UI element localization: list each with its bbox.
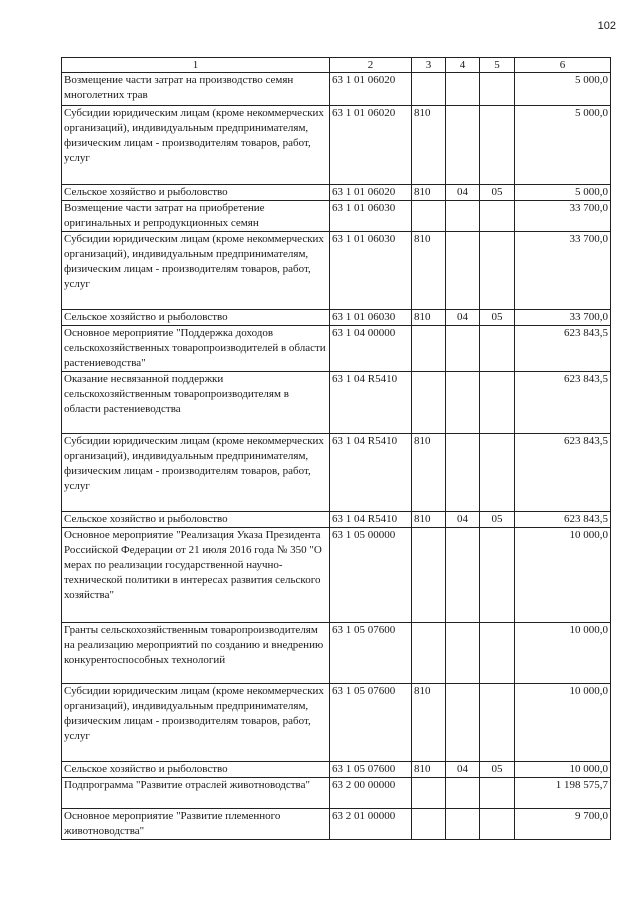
table-row [62, 512, 611, 528]
row-section [446, 434, 480, 512]
table-row [62, 201, 611, 232]
row-code: 63 1 05 07600 [330, 623, 412, 684]
row-amount: 5 000,0 [515, 106, 611, 185]
row-section [446, 778, 480, 809]
row-section [446, 201, 480, 232]
row-subsection [480, 434, 515, 512]
row-code: 63 1 05 07600 [330, 684, 412, 762]
row-subsection: 05 [480, 310, 515, 326]
row-section [446, 106, 480, 185]
row-vr [412, 201, 446, 232]
row-amount: 33 700,0 [515, 201, 611, 232]
row-section: 04 [446, 310, 480, 326]
row-amount: 9 700,0 [515, 809, 611, 840]
row-code: 63 1 05 00000 [330, 528, 412, 623]
row-amount: 5 000,0 [515, 73, 611, 106]
row-code: 63 1 05 07600 [330, 762, 412, 778]
table-row [62, 372, 611, 434]
column-header-name: 1 [62, 58, 330, 73]
row-subsection [480, 809, 515, 840]
row-amount: 33 700,0 [515, 232, 611, 310]
row-vr: 810 [412, 310, 446, 326]
row-name: Сельское хозяйство и рыболовство [62, 185, 330, 201]
row-code: 63 1 04 R5410 [330, 434, 412, 512]
row-name: Основное мероприятие "Реализация Указа Президента Российской Федерации от 21 июля 2016 года № 350 "О мерах по реализации государственной научно-технической политики в интересах развития сельского хозяйства" [62, 528, 330, 623]
row-vr [412, 623, 446, 684]
table-row [62, 185, 611, 201]
column-header-code: 2 [330, 58, 412, 73]
row-vr: 810 [412, 106, 446, 185]
table-row [62, 778, 611, 809]
row-subsection [480, 528, 515, 623]
page-number: 102 [597, 20, 616, 32]
row-section: 04 [446, 512, 480, 528]
row-amount: 10 000,0 [515, 623, 611, 684]
column-header-vr: 3 [412, 58, 446, 73]
row-name: Возмещение части затрат на приобретение оригинальных и репродукционных семян [62, 201, 330, 232]
row-name: Возмещение части затрат на производство семян многолетних трав [62, 73, 330, 106]
row-code: 63 1 04 R5410 [330, 372, 412, 434]
column-header-amount: 6 [515, 58, 611, 73]
row-section [446, 528, 480, 623]
row-vr: 810 [412, 684, 446, 762]
budget-table [61, 57, 611, 840]
row-subsection [480, 623, 515, 684]
table-row [62, 809, 611, 840]
row-code: 63 1 04 R5410 [330, 512, 412, 528]
row-name: Субсидии юридическим лицам (кроме некоммерческих организаций), индивидуальным предпринимателям, физическим лицам - производителям товаров, работ, услуг [62, 232, 330, 310]
row-code: 63 1 01 06030 [330, 310, 412, 326]
row-amount: 623 843,5 [515, 372, 611, 434]
table-row [62, 434, 611, 512]
row-amount: 10 000,0 [515, 762, 611, 778]
table-row [62, 684, 611, 762]
row-vr [412, 372, 446, 434]
row-name: Субсидии юридическим лицам (кроме некоммерческих организаций), индивидуальным предпринимателям, физическим лицам - производителям товаров, работ, услуг [62, 684, 330, 762]
row-name: Подпрограмма "Развитие отраслей животноводства" [62, 778, 330, 809]
row-name: Сельское хозяйство и рыболовство [62, 310, 330, 326]
row-subsection [480, 73, 515, 106]
row-name: Субсидии юридическим лицам (кроме некоммерческих организаций), индивидуальным предпринимателям, физическим лицам - производителям товаров, работ, услуг [62, 106, 330, 185]
row-section [446, 73, 480, 106]
row-amount: 623 843,5 [515, 434, 611, 512]
row-name: Оказание несвязанной поддержки сельскохозяйственным товаропроизводителям в области растениеводства [62, 372, 330, 434]
row-code: 63 1 01 06020 [330, 185, 412, 201]
row-subsection [480, 232, 515, 310]
row-vr: 810 [412, 762, 446, 778]
row-code: 63 1 01 06020 [330, 73, 412, 106]
row-subsection: 05 [480, 185, 515, 201]
row-name: Субсидии юридическим лицам (кроме некоммерческих организаций), индивидуальным предпринимателям, физическим лицам - производителям товаров, работ, услуг [62, 434, 330, 512]
table-row [62, 106, 611, 185]
row-section: 04 [446, 762, 480, 778]
row-vr [412, 528, 446, 623]
row-vr [412, 778, 446, 809]
table-row [62, 762, 611, 778]
row-amount: 10 000,0 [515, 684, 611, 762]
row-section [446, 232, 480, 310]
row-subsection [480, 684, 515, 762]
header-row [62, 58, 611, 73]
table-row [62, 326, 611, 372]
row-amount: 10 000,0 [515, 528, 611, 623]
row-vr: 810 [412, 434, 446, 512]
row-amount: 623 843,5 [515, 326, 611, 372]
row-section: 04 [446, 185, 480, 201]
row-code: 63 1 01 06030 [330, 232, 412, 310]
row-code: 63 1 01 06030 [330, 201, 412, 232]
column-header-subsection: 5 [480, 58, 515, 73]
row-vr: 810 [412, 185, 446, 201]
row-subsection [480, 326, 515, 372]
row-amount: 33 700,0 [515, 310, 611, 326]
row-subsection [480, 778, 515, 809]
row-code: 63 2 01 00000 [330, 809, 412, 840]
row-subsection: 05 [480, 762, 515, 778]
row-amount: 5 000,0 [515, 185, 611, 201]
row-vr [412, 809, 446, 840]
row-vr: 810 [412, 512, 446, 528]
row-vr: 810 [412, 232, 446, 310]
table-row [62, 310, 611, 326]
row-name: Сельское хозяйство и рыболовство [62, 512, 330, 528]
row-section [446, 684, 480, 762]
row-name: Основное мероприятие "Развитие племенного животноводства" [62, 809, 330, 840]
table-row [62, 623, 611, 684]
row-subsection: 05 [480, 512, 515, 528]
row-name: Гранты сельскохозяйственным товаропроизводителям на реализацию мероприятий по созданию и внедрению конкурентоспособных технологий [62, 623, 330, 684]
row-vr [412, 326, 446, 372]
row-name: Сельское хозяйство и рыболовство [62, 762, 330, 778]
column-header-section: 4 [446, 58, 480, 73]
row-code: 63 2 00 00000 [330, 778, 412, 809]
row-code: 63 1 01 06020 [330, 106, 412, 185]
row-vr [412, 73, 446, 106]
row-subsection [480, 201, 515, 232]
row-subsection [480, 106, 515, 185]
row-name: Основное мероприятие "Поддержка доходов сельскохозяйственных товаропроизводителей в области растениеводства" [62, 326, 330, 372]
row-section [446, 326, 480, 372]
row-code: 63 1 04 00000 [330, 326, 412, 372]
table-row [62, 232, 611, 310]
table-row [62, 528, 611, 623]
table-row [62, 73, 611, 106]
row-section [446, 372, 480, 434]
row-amount: 1 198 575,7 [515, 778, 611, 809]
row-amount: 623 843,5 [515, 512, 611, 528]
row-subsection [480, 372, 515, 434]
row-section [446, 623, 480, 684]
row-section [446, 809, 480, 840]
